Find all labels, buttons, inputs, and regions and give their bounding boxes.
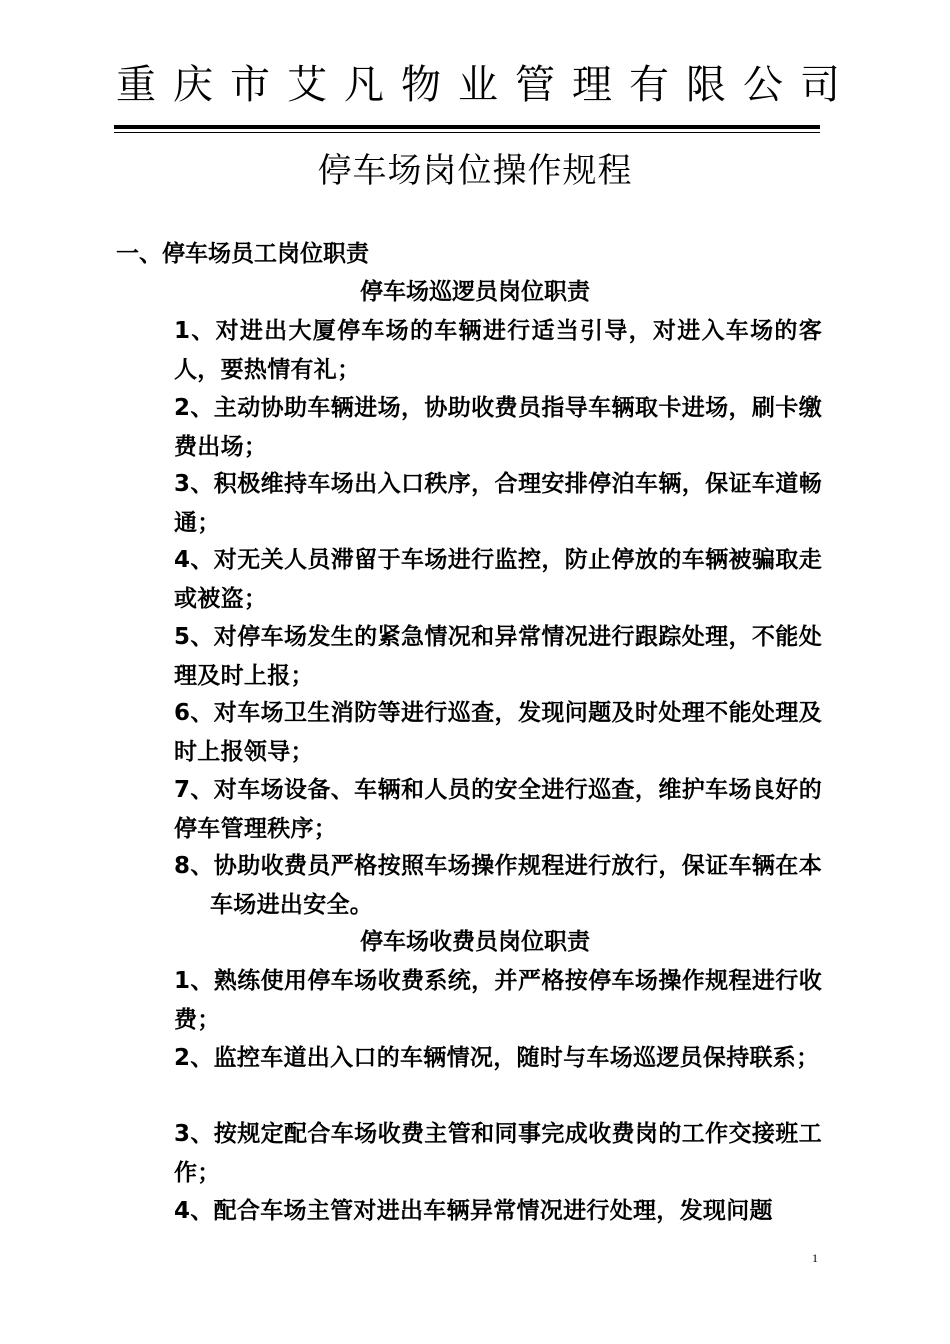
patrol-duty-item: 3、积极维持车场出入口秩序，合理安排停泊车辆，保证车道畅通；	[174, 471, 822, 536]
patrol-duty-item: 8、协助收费员严格按照车场操作规程进行放行，保证车辆在本车场进出安全。	[174, 853, 822, 918]
document-title: 停车场岗位操作规程	[317, 151, 633, 191]
patrol-duty-item: 1、对进出大厦停车场的车辆进行适当引导，对进入车场的客人，要热情有礼；	[174, 318, 822, 383]
company-name: 重庆市艾凡物业管理有限公司	[116, 62, 857, 108]
cashier-duty-item: 3、按规定配合车场收费主管和同事完成收费岗的工作交接班工作；	[174, 1121, 822, 1186]
cashier-duty-item: 1、熟练使用停车场收费系统，并严格按停车场操作规程进行收费；	[174, 968, 822, 1033]
header-rule-thick	[114, 125, 820, 129]
patrol-duty-item: 2、主动协助车辆进场，协助收费员指导车辆取卡进场，刷卡缴费出场；	[174, 395, 822, 460]
cashier-duties-heading: 停车场收费员岗位职责	[360, 929, 590, 955]
section-heading: 一、停车场员工岗位职责	[116, 241, 369, 267]
page-number: 1	[812, 1251, 818, 1265]
cashier-duty-item: 2、监控车道出入口的车辆情况，随时与车场巡逻员保持联系；	[174, 1045, 820, 1071]
patrol-duty-item: 6、对车场卫生消防等进行巡查，发现问题及时处理不能处理及时上报领导；	[174, 700, 822, 765]
patrol-duty-item: 4、对无关人员滞留于车场进行监控，防止停放的车辆被骗取走或被盗；	[174, 547, 822, 612]
header-rule-thin	[114, 132, 820, 133]
patrol-duty-item: 7、对车场设备、车辆和人员的安全进行巡查，维护车场良好的停车管理秩序；	[174, 777, 822, 842]
patrol-duties-heading: 停车场巡逻员岗位职责	[360, 279, 590, 305]
patrol-duty-item: 5、对停车场发生的紧急情况和异常情况进行跟踪处理，不能处理及时上报；	[174, 624, 822, 689]
cashier-duty-item: 4、配合车场主管对进出车辆异常情况进行处理，发现问题	[174, 1198, 773, 1224]
